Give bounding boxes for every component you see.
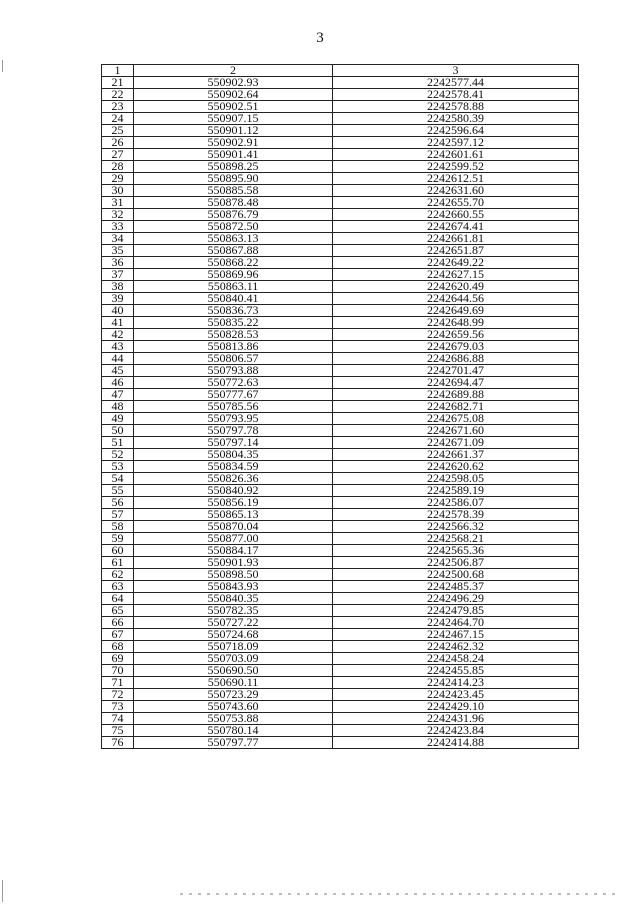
table-row [102,89,579,101]
point-number-cell: 52 [102,449,134,461]
x-coordinate-cell: 550772.63 [134,377,333,389]
table-row [102,221,579,233]
y-coordinate-cell: 2242599.52 [333,161,579,173]
point-number-cell: 56 [102,497,134,509]
table-row [102,713,579,725]
table-row [102,113,579,125]
x-coordinate-cell: 550901.41 [134,149,333,161]
y-coordinate-cell: 2242577.44 [333,77,579,89]
y-coordinate-cell: 2242648.99 [333,317,579,329]
x-coordinate-cell: 550868.22 [134,257,333,269]
x-coordinate-cell: 550797.78 [134,425,333,437]
point-number-cell: 76 [102,737,134,749]
table-row [102,245,579,257]
y-coordinate-cell: 2242675.08 [333,413,579,425]
point-number-cell: 24 [102,113,134,125]
x-coordinate-cell: 550898.25 [134,161,333,173]
page-number: 3 [316,30,324,46]
table-row [102,317,579,329]
table-row [102,329,579,341]
point-number-cell: 31 [102,197,134,209]
table-row [102,209,579,221]
point-number-cell: 28 [102,161,134,173]
table-row [102,413,579,425]
table-row [102,161,579,173]
x-coordinate-cell: 550840.92 [134,485,333,497]
x-coordinate-cell: 550782.35 [134,605,333,617]
point-number-cell: 42 [102,329,134,341]
point-number-cell: 39 [102,293,134,305]
y-coordinate-cell: 2242701.47 [333,365,579,377]
x-coordinate-cell: 550743.60 [134,701,333,713]
point-number-cell: 64 [102,593,134,605]
x-coordinate-cell: 550902.91 [134,137,333,149]
x-coordinate-cell: 550872.50 [134,221,333,233]
y-coordinate-cell: 2242464.70 [333,617,579,629]
table-row [102,281,579,293]
y-coordinate-cell: 2242659.56 [333,329,579,341]
point-number-cell: 33 [102,221,134,233]
y-coordinate-cell: 2242496.29 [333,593,579,605]
table-row [102,305,579,317]
table-row [102,605,579,617]
x-coordinate-cell: 550753.88 [134,713,333,725]
column-header-number: 1 [102,65,134,77]
x-coordinate-cell: 550902.51 [134,101,333,113]
y-coordinate-cell: 2242671.60 [333,425,579,437]
table-row [102,269,579,281]
point-number-cell: 46 [102,377,134,389]
y-coordinate-cell: 2242598.05 [333,473,579,485]
y-coordinate-cell: 2242644.56 [333,293,579,305]
table-row [102,149,579,161]
x-coordinate-cell: 550865.13 [134,509,333,521]
point-number-cell: 54 [102,473,134,485]
point-number-cell: 36 [102,257,134,269]
point-number-cell: 38 [102,281,134,293]
point-number-cell: 63 [102,581,134,593]
point-number-cell: 32 [102,209,134,221]
x-coordinate-cell: 550877.00 [134,533,333,545]
x-coordinate-cell: 550863.13 [134,233,333,245]
point-number-cell: 35 [102,245,134,257]
table-body [102,77,579,749]
y-coordinate-cell: 2242506.87 [333,557,579,569]
x-coordinate-cell: 550895.90 [134,173,333,185]
y-coordinate-cell: 2242597.12 [333,137,579,149]
point-number-cell: 30 [102,185,134,197]
y-coordinate-cell: 2242423.45 [333,689,579,701]
y-coordinate-cell: 2242566.32 [333,521,579,533]
table-row [102,629,579,641]
y-coordinate-cell: 2242655.70 [333,197,579,209]
point-number-cell: 23 [102,101,134,113]
table-row [102,533,579,545]
point-number-cell: 71 [102,677,134,689]
point-number-cell: 40 [102,305,134,317]
table-row [102,341,579,353]
x-coordinate-cell: 550718.09 [134,641,333,653]
point-number-cell: 67 [102,629,134,641]
point-number-cell: 73 [102,701,134,713]
point-number-cell: 70 [102,665,134,677]
x-coordinate-cell: 550902.93 [134,77,333,89]
table-row [102,101,579,113]
point-number-cell: 74 [102,713,134,725]
point-number-cell: 27 [102,149,134,161]
y-coordinate-cell: 2242479.85 [333,605,579,617]
x-coordinate-cell: 550876.79 [134,209,333,221]
point-number-cell: 21 [102,77,134,89]
point-number-cell: 66 [102,617,134,629]
y-coordinate-cell: 2242500.68 [333,569,579,581]
y-coordinate-cell: 2242565.36 [333,545,579,557]
table-row [102,593,579,605]
y-coordinate-cell: 2242578.39 [333,509,579,521]
table-row [102,365,579,377]
point-number-cell: 58 [102,521,134,533]
x-coordinate-cell: 550902.64 [134,89,333,101]
scan-noise [180,893,620,895]
point-number-cell: 50 [102,425,134,437]
table-row [102,689,579,701]
x-coordinate-cell: 550727.22 [134,617,333,629]
table-row [102,449,579,461]
x-coordinate-cell: 550867.88 [134,245,333,257]
x-coordinate-cell: 550884.17 [134,545,333,557]
x-coordinate-cell: 550878.48 [134,197,333,209]
point-number-cell: 60 [102,545,134,557]
table-row [102,173,579,185]
x-coordinate-cell: 550869.96 [134,269,333,281]
y-coordinate-cell: 2242682.71 [333,401,579,413]
point-number-cell: 22 [102,89,134,101]
table-row [102,485,579,497]
x-coordinate-cell: 550777.67 [134,389,333,401]
table-row [102,509,579,521]
x-coordinate-cell: 550835.22 [134,317,333,329]
x-coordinate-cell: 550843.93 [134,581,333,593]
point-number-cell: 45 [102,365,134,377]
table-row [102,293,579,305]
y-coordinate-cell: 2242689.88 [333,389,579,401]
scan-edge-mark [2,880,3,902]
y-coordinate-cell: 2242661.81 [333,233,579,245]
x-coordinate-cell: 550703.09 [134,653,333,665]
table-row [102,137,579,149]
x-coordinate-cell: 550804.35 [134,449,333,461]
x-coordinate-cell: 550813.86 [134,341,333,353]
y-coordinate-cell: 2242620.49 [333,281,579,293]
table-row [102,197,579,209]
y-coordinate-cell: 2242601.61 [333,149,579,161]
x-coordinate-cell: 550856.19 [134,497,333,509]
y-coordinate-cell: 2242612.51 [333,173,579,185]
x-coordinate-cell: 550836.73 [134,305,333,317]
x-coordinate-cell: 550826.36 [134,473,333,485]
x-coordinate-cell: 550806.57 [134,353,333,365]
y-coordinate-cell: 2242679.03 [333,341,579,353]
table-row [102,389,579,401]
y-coordinate-cell: 2242631.60 [333,185,579,197]
y-coordinate-cell: 2242578.41 [333,89,579,101]
x-coordinate-cell: 550723.29 [134,689,333,701]
x-coordinate-cell: 550724.68 [134,629,333,641]
y-coordinate-cell: 2242589.19 [333,485,579,497]
table-row [102,569,579,581]
x-coordinate-cell: 550785.56 [134,401,333,413]
table-row [102,77,579,89]
x-coordinate-cell: 550797.14 [134,437,333,449]
table-row [102,497,579,509]
table-row [102,545,579,557]
y-coordinate-cell: 2242423.84 [333,725,579,737]
point-number-cell: 43 [102,341,134,353]
table-row [102,521,579,533]
point-number-cell: 44 [102,353,134,365]
table-row [102,437,579,449]
table-row [102,641,579,653]
y-coordinate-cell: 2242674.41 [333,221,579,233]
point-number-cell: 65 [102,605,134,617]
y-coordinate-cell: 2242661.37 [333,449,579,461]
table-row [102,461,579,473]
x-coordinate-cell: 550797.77 [134,737,333,749]
column-header-x: 2 [134,65,333,77]
y-coordinate-cell: 2242462.32 [333,641,579,653]
x-coordinate-cell: 550793.95 [134,413,333,425]
table-row [102,701,579,713]
y-coordinate-cell: 2242414.23 [333,677,579,689]
x-coordinate-cell: 550793.88 [134,365,333,377]
table-row [102,233,579,245]
x-coordinate-cell: 550870.04 [134,521,333,533]
table-row [102,665,579,677]
table-row [102,677,579,689]
y-coordinate-cell: 2242580.39 [333,113,579,125]
table-row [102,581,579,593]
table-row [102,725,579,737]
point-number-cell: 47 [102,389,134,401]
x-coordinate-cell: 550901.12 [134,125,333,137]
table-header-row [102,65,579,77]
table-row [102,125,579,137]
point-number-cell: 72 [102,689,134,701]
point-number-cell: 25 [102,125,134,137]
table-row [102,185,579,197]
y-coordinate-cell: 2242455.85 [333,665,579,677]
y-coordinate-cell: 2242414.88 [333,737,579,749]
point-number-cell: 75 [102,725,134,737]
table-row [102,617,579,629]
point-number-cell: 51 [102,437,134,449]
table-row [102,353,579,365]
x-coordinate-cell: 550863.11 [134,281,333,293]
table-row [102,425,579,437]
scan-edge-mark [2,60,3,72]
y-coordinate-cell: 2242431.96 [333,713,579,725]
point-number-cell: 49 [102,413,134,425]
y-coordinate-cell: 2242458.24 [333,653,579,665]
point-number-cell: 55 [102,485,134,497]
point-number-cell: 62 [102,569,134,581]
x-coordinate-cell: 550885.58 [134,185,333,197]
y-coordinate-cell: 2242627.15 [333,269,579,281]
point-number-cell: 59 [102,533,134,545]
y-coordinate-cell: 2242651.87 [333,245,579,257]
point-number-cell: 48 [102,401,134,413]
table-row [102,737,579,749]
y-coordinate-cell: 2242694.47 [333,377,579,389]
table-row [102,377,579,389]
y-coordinate-cell: 2242671.09 [333,437,579,449]
point-number-cell: 34 [102,233,134,245]
table-row [102,557,579,569]
x-coordinate-cell: 550828.53 [134,329,333,341]
table-row [102,257,579,269]
x-coordinate-cell: 550690.50 [134,665,333,677]
x-coordinate-cell: 550907.15 [134,113,333,125]
table-row [102,653,579,665]
x-coordinate-cell: 550840.35 [134,593,333,605]
point-number-cell: 37 [102,269,134,281]
point-number-cell: 57 [102,509,134,521]
point-number-cell: 68 [102,641,134,653]
y-coordinate-cell: 2242485.37 [333,581,579,593]
x-coordinate-cell: 550780.14 [134,725,333,737]
y-coordinate-cell: 2242649.69 [333,305,579,317]
x-coordinate-cell: 550840.41 [134,293,333,305]
y-coordinate-cell: 2242467.15 [333,629,579,641]
y-coordinate-cell: 2242686.88 [333,353,579,365]
point-number-cell: 26 [102,137,134,149]
point-number-cell: 69 [102,653,134,665]
y-coordinate-cell: 2242429.10 [333,701,579,713]
point-number-cell: 29 [102,173,134,185]
y-coordinate-cell: 2242568.21 [333,533,579,545]
x-coordinate-cell: 550690.11 [134,677,333,689]
x-coordinate-cell: 550898.50 [134,569,333,581]
y-coordinate-cell: 2242596.64 [333,125,579,137]
point-number-cell: 41 [102,317,134,329]
y-coordinate-cell: 2242578.88 [333,101,579,113]
column-header-y: 3 [333,65,579,77]
coordinates-table [101,64,579,749]
y-coordinate-cell: 2242586.07 [333,497,579,509]
y-coordinate-cell: 2242649.22 [333,257,579,269]
point-number-cell: 61 [102,557,134,569]
x-coordinate-cell: 550834.59 [134,461,333,473]
y-coordinate-cell: 2242660.55 [333,209,579,221]
x-coordinate-cell: 550901.93 [134,557,333,569]
table-row [102,473,579,485]
table-row [102,401,579,413]
y-coordinate-cell: 2242620.62 [333,461,579,473]
point-number-cell: 53 [102,461,134,473]
